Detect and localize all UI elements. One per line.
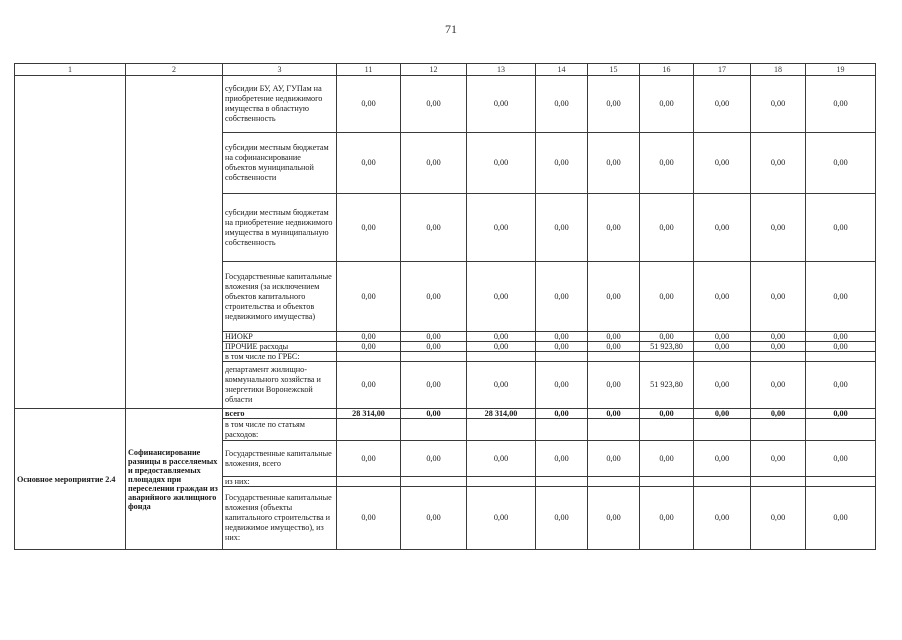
value-cell: 0,00	[536, 342, 588, 352]
column-header: 2	[126, 64, 223, 76]
value-cell	[640, 352, 694, 362]
value-cell	[751, 477, 806, 487]
expense-item-name: всего	[223, 409, 337, 419]
value-cell: 0,00	[806, 342, 876, 352]
value-cell: 0,00	[640, 441, 694, 477]
value-cell	[401, 477, 467, 487]
value-cell: 0,00	[751, 332, 806, 342]
value-cell: 0,00	[401, 194, 467, 262]
value-cell: 0,00	[401, 409, 467, 419]
value-cell: 0,00	[751, 76, 806, 133]
value-cell: 0,00	[337, 441, 401, 477]
value-cell: 0,00	[467, 262, 536, 332]
value-cell	[694, 477, 751, 487]
value-cell: 0,00	[751, 441, 806, 477]
value-cell: 0,00	[337, 332, 401, 342]
measure-title-cell: Софинансирование разницы в расселяемых и предоставляемых площадях при переселении граждан из аварийного жилищного фонда	[126, 409, 223, 550]
value-cell: 0,00	[806, 409, 876, 419]
value-cell: 28 314,00	[337, 409, 401, 419]
value-cell: 0,00	[588, 194, 640, 262]
value-cell: 0,00	[401, 332, 467, 342]
value-cell	[640, 419, 694, 441]
value-cell: 0,00	[694, 76, 751, 133]
value-cell: 0,00	[337, 487, 401, 550]
value-cell: 0,00	[806, 441, 876, 477]
value-cell: 0,00	[536, 194, 588, 262]
column-header: 17	[694, 64, 751, 76]
expense-item-name: Государственные капитальные вложения, всего	[223, 441, 337, 477]
expense-item-name: Государственные капитальные вложения (за исключением объектов капитального строительства и объектов недвижимого имущества)	[223, 262, 337, 332]
value-cell: 0,00	[401, 133, 467, 194]
value-cell: 0,00	[467, 487, 536, 550]
value-cell: 0,00	[588, 342, 640, 352]
value-cell: 0,00	[467, 441, 536, 477]
expense-item-name: в том числе по статьям расходов:	[223, 419, 337, 441]
table-row	[15, 409, 876, 419]
value-cell: 0,00	[588, 262, 640, 332]
value-cell: 0,00	[751, 487, 806, 550]
value-cell: 0,00	[536, 487, 588, 550]
value-cell: 0,00	[640, 76, 694, 133]
value-cell: 0,00	[401, 342, 467, 352]
value-cell	[467, 477, 536, 487]
value-cell: 0,00	[536, 76, 588, 133]
value-cell	[536, 352, 588, 362]
value-cell: 0,00	[640, 194, 694, 262]
value-cell: 0,00	[694, 409, 751, 419]
value-cell: 0,00	[806, 362, 876, 409]
value-cell	[536, 419, 588, 441]
value-cell: 0,00	[640, 409, 694, 419]
value-cell: 0,00	[467, 76, 536, 133]
value-cell: 0,00	[401, 76, 467, 133]
measure-code-cell: Основное мероприятие 2.4	[15, 409, 126, 550]
value-cell	[467, 419, 536, 441]
value-cell: 0,00	[694, 362, 751, 409]
column-header: 13	[467, 64, 536, 76]
value-cell: 0,00	[588, 487, 640, 550]
column-header: 3	[223, 64, 337, 76]
value-cell	[401, 419, 467, 441]
column-header: 1	[15, 64, 126, 76]
value-cell: 0,00	[694, 133, 751, 194]
value-cell: 0,00	[640, 332, 694, 342]
value-cell: 0,00	[806, 262, 876, 332]
value-cell: 28 314,00	[467, 409, 536, 419]
value-cell: 0,00	[536, 409, 588, 419]
value-cell: 0,00	[806, 332, 876, 342]
value-cell	[751, 419, 806, 441]
value-cell	[806, 352, 876, 362]
value-cell	[640, 477, 694, 487]
value-cell	[401, 352, 467, 362]
value-cell	[806, 419, 876, 441]
value-cell: 0,00	[694, 194, 751, 262]
value-cell: 0,00	[694, 262, 751, 332]
value-cell: 0,00	[467, 332, 536, 342]
table-row	[15, 76, 876, 133]
value-cell: 0,00	[588, 76, 640, 133]
value-cell	[337, 419, 401, 441]
value-cell: 0,00	[536, 362, 588, 409]
column-header: 15	[588, 64, 640, 76]
value-cell: 0,00	[806, 487, 876, 550]
column-number-row	[15, 64, 876, 76]
page-number: 71	[445, 22, 457, 36]
column-header: 12	[401, 64, 467, 76]
value-cell: 0,00	[640, 262, 694, 332]
value-cell: 0,00	[337, 362, 401, 409]
value-cell	[694, 352, 751, 362]
value-cell	[536, 477, 588, 487]
value-cell: 0,00	[751, 262, 806, 332]
value-cell	[467, 352, 536, 362]
measure-title-cell	[126, 76, 223, 409]
value-cell	[588, 477, 640, 487]
column-header: 14	[536, 64, 588, 76]
value-cell: 0,00	[401, 441, 467, 477]
value-cell	[751, 352, 806, 362]
expense-item-name: департамент жилищно-коммунального хозяйства и энергетики Воронежской области	[223, 362, 337, 409]
value-cell: 0,00	[588, 133, 640, 194]
value-cell: 0,00	[806, 194, 876, 262]
value-cell: 0,00	[694, 441, 751, 477]
value-cell: 0,00	[467, 362, 536, 409]
value-cell: 0,00	[806, 133, 876, 194]
value-cell: 0,00	[751, 362, 806, 409]
expense-item-name: в том числе по ГРБС:	[223, 352, 337, 362]
value-cell: 0,00	[694, 342, 751, 352]
value-cell: 0,00	[694, 487, 751, 550]
value-cell	[694, 419, 751, 441]
value-cell: 0,00	[640, 133, 694, 194]
value-cell: 0,00	[588, 441, 640, 477]
expense-item-name: НИОКР	[223, 332, 337, 342]
value-cell: 0,00	[694, 332, 751, 342]
value-cell: 0,00	[806, 76, 876, 133]
column-header: 11	[337, 64, 401, 76]
value-cell	[337, 352, 401, 362]
value-cell: 0,00	[640, 487, 694, 550]
expense-item-name: субсидии БУ, АУ, ГУПам на приобретение недвижимого имущества в областную собственность	[223, 76, 337, 133]
value-cell: 0,00	[337, 133, 401, 194]
value-cell: 0,00	[467, 342, 536, 352]
value-cell: 51 923,80	[640, 362, 694, 409]
value-cell: 0,00	[337, 76, 401, 133]
expenditure-table	[14, 63, 876, 550]
column-header: 16	[640, 64, 694, 76]
value-cell: 0,00	[588, 362, 640, 409]
value-cell: 0,00	[401, 262, 467, 332]
value-cell	[588, 419, 640, 441]
value-cell: 0,00	[751, 342, 806, 352]
value-cell: 0,00	[401, 362, 467, 409]
expense-item-name: из них:	[223, 477, 337, 487]
value-cell: 0,00	[536, 262, 588, 332]
column-header: 18	[751, 64, 806, 76]
value-cell: 0,00	[337, 262, 401, 332]
value-cell: 0,00	[536, 332, 588, 342]
column-header: 19	[806, 64, 876, 76]
value-cell: 0,00	[467, 194, 536, 262]
value-cell: 0,00	[751, 409, 806, 419]
measure-code-cell	[15, 76, 126, 409]
value-cell: 0,00	[536, 441, 588, 477]
value-cell: 0,00	[401, 487, 467, 550]
value-cell: 0,00	[588, 332, 640, 342]
value-cell: 0,00	[467, 133, 536, 194]
value-cell: 0,00	[337, 342, 401, 352]
expense-item-name: ПРОЧИЕ расходы	[223, 342, 337, 352]
expense-item-name: субсидии местным бюджетам на софинансирование объектов муниципальной собственности	[223, 133, 337, 194]
value-cell: 0,00	[751, 133, 806, 194]
value-cell	[806, 477, 876, 487]
value-cell	[588, 352, 640, 362]
value-cell: 0,00	[588, 409, 640, 419]
expense-item-name: субсидии местным бюджетам на приобретение недвижимого имущества в муниципальную собственность	[223, 194, 337, 262]
value-cell: 0,00	[337, 194, 401, 262]
expense-item-name: Государственные капитальные вложения (объекты капитального строительства и недвижимое имущество), из них:	[223, 487, 337, 550]
value-cell: 51 923,80	[640, 342, 694, 352]
value-cell: 0,00	[751, 194, 806, 262]
value-cell	[337, 477, 401, 487]
value-cell: 0,00	[536, 133, 588, 194]
